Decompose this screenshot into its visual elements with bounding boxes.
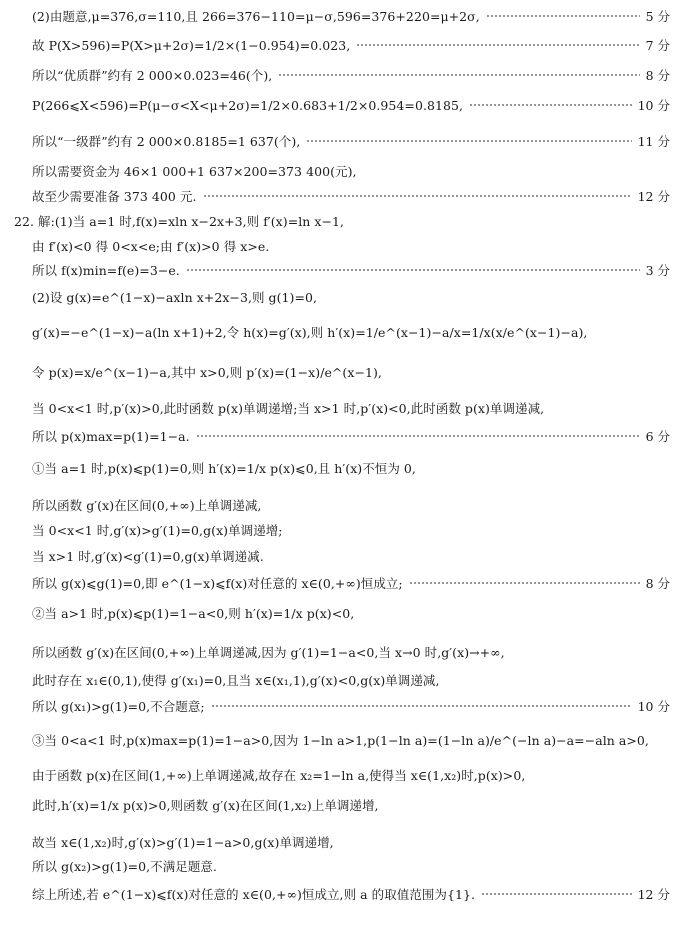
solution-text: 当 x>1 时,g′(x)<g′(1)=0,g(x)单调递减. — [32, 549, 264, 564]
solution-text: 当 0<x<1 时,p′(x)>0,此时函数 p(x)单调递增;当 x>1 时,p′(x)<0,此时函数 p(x)单调递减, — [32, 401, 545, 416]
solution-text: 由于函数 p(x)在区间(1,+∞)上单调递减,故存在 x₂=1−ln a,使得当 x∈(1,x₂)时,p(x)>0, — [32, 768, 526, 783]
solution-line — [0, 6, 692, 26]
solution-text: ①当 a=1 时,p(x)⩽p(1)=0,则 h′(x)=1/x p(x)⩽0,且 h′(x)不恒为 0, — [32, 461, 416, 476]
leader-dots — [481, 893, 632, 895]
solution-text: 所以 p(x)max=p(1)=1−a. — [32, 429, 190, 444]
solution-line — [0, 642, 692, 662]
solution-line — [0, 458, 692, 478]
solution-text: g′(x)=−e^(1−x)−a(ln x+1)+2,令 h(x)=g′(x),则 h′(x)=1/e^(x−1)−a/x=1/x(x/e^(x−1)−a), — [32, 325, 588, 340]
solution-line — [0, 730, 692, 750]
leader-dots — [469, 104, 632, 106]
solution-line — [0, 546, 692, 566]
solution-text: 所以 g(x₁)>g(1)=0,不合题意; — [32, 699, 205, 714]
solution-text: 所以“优质群”约有 2 000×0.023=46(个), — [32, 68, 273, 83]
solution-line — [0, 398, 692, 418]
solution-line — [0, 795, 692, 815]
solution-text: 所以函数 g′(x)在区间(0,+∞)上单调递减, — [32, 498, 262, 513]
solution-line — [0, 260, 692, 280]
solution-line — [0, 186, 692, 206]
solution-text: 故当 x∈(1,x₂)时,g′(x)>g′(1)=1−a>0,g(x)单调递增, — [32, 835, 334, 850]
solution-text: 所以 g(x)⩽g(1)=0,即 e^(1−x)⩽f(x)对任意的 x∈(0,+∞)恒成立; — [32, 576, 403, 591]
solution-text: 此时,h′(x)=1/x p(x)>0,则函数 g′(x)在区间(1,x₂)上单调递增, — [32, 798, 379, 813]
solution-text: 所以“一级群”约有 2 000×0.8185=1 637(个), — [32, 134, 301, 149]
score-label: 7 分 — [645, 38, 670, 53]
solution-line — [0, 884, 692, 904]
score-label: 3 分 — [645, 263, 670, 278]
solution-line — [0, 362, 692, 382]
solution-line — [0, 131, 692, 151]
solution-line — [0, 65, 692, 85]
solution-text: 综上所述,若 e^(1−x)⩽f(x)对任意的 x∈(0,+∞)恒成立,则 a 的取值范围为{1}. — [32, 887, 475, 902]
solution-text: 由 f′(x)<0 得 0<x<e;由 f′(x)>0 得 x>e. — [32, 239, 270, 254]
solution-line — [0, 832, 692, 852]
leader-dots — [278, 74, 639, 76]
leader-dots — [486, 15, 640, 17]
solution-text: ②当 a>1 时,p(x)⩽p(1)=1−a<0,则 h′(x)=1/x p(x)<0, — [32, 606, 355, 621]
solution-line — [0, 95, 692, 115]
leader-dots — [211, 705, 632, 707]
solution-line — [0, 35, 692, 55]
solution-line — [0, 670, 692, 690]
leader-dots — [186, 269, 640, 271]
solution-text: 故至少需要准备 373 400 元. — [32, 189, 197, 204]
solution-text: 所以函数 g′(x)在区间(0,+∞)上单调递减,因为 g′(1)=1−a<0,当 x→0 时,g′(x)→+∞, — [32, 645, 505, 660]
solution-text: 所以 g(x₂)>g(1)=0,不满足题意. — [32, 859, 217, 874]
solution-text: ③当 0<a<1 时,p(x)max=p(1)=1−a>0,因为 1−ln a>1,p(1−ln a)=(1−ln a)/e^(−ln a)−a=−aln a>0, — [32, 733, 649, 748]
leader-dots — [196, 435, 640, 437]
solution-text: 当 0<x<1 时,g′(x)>g′(1)=0,g(x)单调递增; — [32, 523, 283, 538]
solution-line — [0, 236, 692, 256]
score-label: 10 分 — [637, 699, 670, 714]
solution-text: P(266⩽X<596)=P(μ−σ<X<μ+2σ)=1/2×0.683+1/2×0.954=0.8185, — [32, 97, 464, 113]
solution-line — [0, 520, 692, 540]
solution-line — [0, 856, 692, 876]
solution-line — [0, 603, 692, 623]
solution-line — [0, 287, 692, 307]
solution-line — [0, 765, 692, 785]
solution-line — [0, 495, 692, 515]
score-label: 5 分 — [645, 9, 670, 24]
solution-text: (2)设 g(x)=e^(1−x)−axln x+2x−3,则 g(1)=0, — [32, 290, 318, 305]
solution-line — [0, 322, 692, 342]
solution-text: 此时存在 x₁∈(0,1),使得 g′(x₁)=0,且当 x∈(x₁,1),g′(x)<0,g(x)单调递减, — [32, 673, 440, 688]
score-label: 10 分 — [637, 98, 670, 113]
score-label: 8 分 — [645, 68, 670, 83]
leader-dots — [306, 140, 631, 142]
solution-text: 故 P(X>596)=P(X>μ+2σ)=1/2×(1−0.954)=0.023, — [32, 38, 351, 53]
solution-line — [0, 573, 692, 593]
score-label: 11 分 — [637, 134, 670, 149]
solution-text: 所以需要资金为 46×1 000+1 637×200=373 400(元), — [32, 164, 357, 179]
solution-text: 所以 f(x)min=f(e)=3−e. — [32, 263, 180, 278]
score-label: 12 分 — [637, 887, 670, 902]
solution-text: 22. 解:(1)当 a=1 时,f(x)=xln x−2x+3,则 f′(x)=ln x−1, — [14, 214, 345, 229]
solution-text: 令 p(x)=x/e^(x−1)−a,其中 x>0,则 p′(x)=(1−x)/e^(x−1), — [32, 365, 382, 380]
leader-dots — [409, 582, 640, 584]
score-label: 12 分 — [637, 189, 670, 204]
solution-line — [0, 426, 692, 446]
solution-line — [0, 161, 692, 181]
solution-text: (2)由题意,μ=376,σ=110,且 266=376−110=μ−σ,596=376+220=μ+2σ, — [32, 9, 480, 24]
score-label: 8 分 — [645, 576, 670, 591]
leader-dots — [203, 195, 632, 197]
leader-dots — [356, 44, 639, 46]
solution-line — [0, 696, 692, 716]
solution-line — [0, 211, 692, 231]
score-label: 6 分 — [645, 429, 670, 444]
